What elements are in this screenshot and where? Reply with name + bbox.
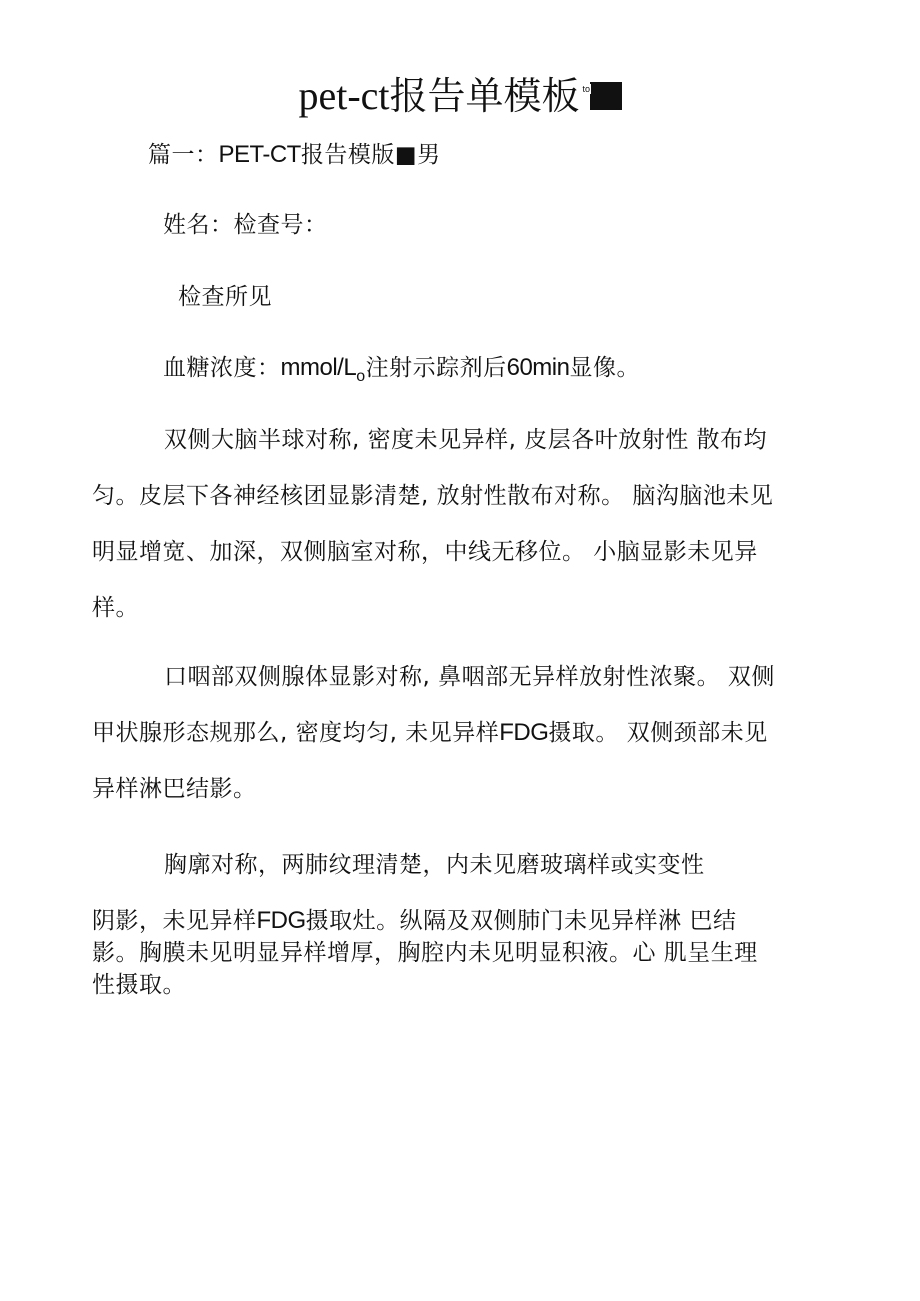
glucose-unit: mmol/L xyxy=(280,354,357,381)
paragraph-line: 双侧大脑半球对称, 密度未见异样, 皮层各叶放射性 散布均 xyxy=(164,427,768,453)
chest-line2-b: 摄取灶。纵隔及双侧肺门未见异样淋 巴结 xyxy=(305,908,737,934)
black-square-mark xyxy=(582,82,622,110)
paragraph-line: 明显增宽、加深，双侧脑室对称，中线无移位。 小脑显影未见异 xyxy=(92,539,758,565)
title-tag: to xyxy=(582,83,591,94)
paragraph-line: 异样淋巴结影。 xyxy=(92,776,257,802)
paragraph-line xyxy=(92,718,768,748)
paragraph-line xyxy=(92,906,736,936)
paragraph-line: 性摄取。 xyxy=(92,972,186,998)
glucose-line xyxy=(163,353,640,386)
glucose-time: 60min xyxy=(506,354,570,381)
chest-fdg: FDG xyxy=(256,907,306,934)
paragraph-line: 口咽部双侧腺体显影对称, 鼻咽部无异样放射性浓聚。 双侧 xyxy=(164,664,775,690)
subtitle-rest: 报告模版■男 xyxy=(300,142,441,168)
glucose-text1: 注射示踪剂后 xyxy=(365,355,507,381)
patient-info-line: 姓名：检查号： xyxy=(163,212,328,238)
section-heading: 检查所见 xyxy=(178,284,272,310)
subtitle-latin: PET-CT xyxy=(218,141,301,168)
paragraph-line: 胸廓对称，两肺纹理清楚，内未见磨玻璃样或实变性 xyxy=(164,852,705,878)
chest-line2-a: 阴影，未见异样 xyxy=(92,908,257,934)
neck-fdg: FDG xyxy=(499,719,549,746)
glucose-unit-sub: o xyxy=(356,368,366,385)
subtitle-prefix: 篇一： xyxy=(148,142,219,168)
document-title xyxy=(0,70,920,122)
paragraph-line: 影。胸膜未见明显异样增厚，胸腔内未见明显积液。心 肌呈生理 xyxy=(92,940,758,966)
neck-line2-b: 摄取。 双侧颈部未见 xyxy=(548,720,768,746)
paragraph-line: 匀。皮层下各神经核团显影清楚, 放射性散布对称。 脑沟脑池未见 xyxy=(92,483,774,509)
neck-line2-a: 甲状腺形态规那么, 密度均匀, 未见异样 xyxy=(92,720,500,746)
glucose-label: 血糖浓度： xyxy=(163,355,281,381)
glucose-text2: 显像。 xyxy=(569,355,640,381)
title-cjk: 报告单模板 xyxy=(389,74,580,118)
subtitle xyxy=(148,140,441,170)
paragraph-line: 样。 xyxy=(92,595,139,621)
title-latin: pet-ct xyxy=(298,73,390,118)
